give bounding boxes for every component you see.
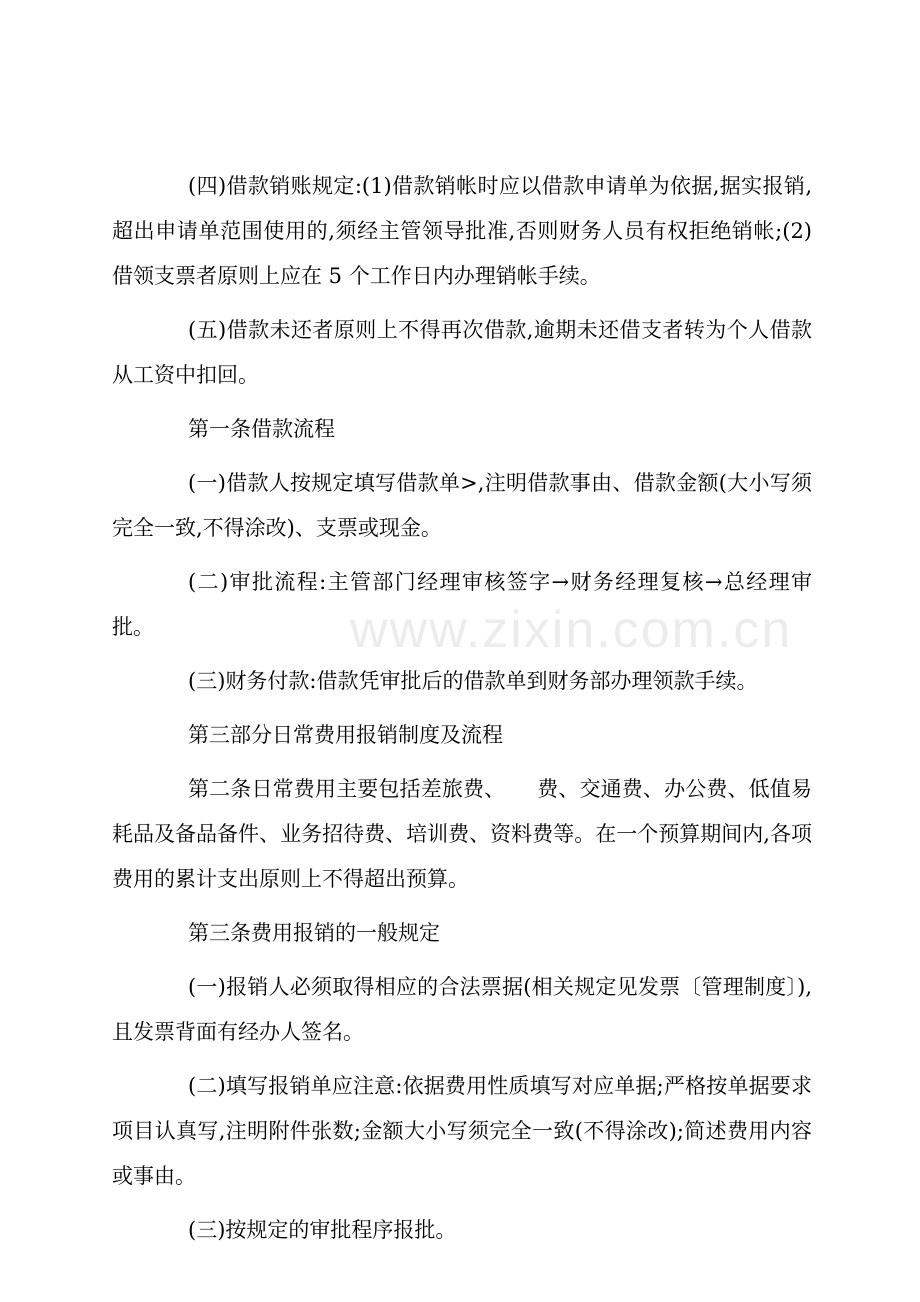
paragraph-finance-payment: (三)财务付款:借款凭审批后的借款单到财务部办理领款手续。 <box>188 669 758 693</box>
paragraph-loan-writeoff-rules: (四)借款销账规定:(1)借款销帐时应以借款申请单为依据,据实报销,超出申请单范围使用的,须经主管领导批准,否则财务人员有权拒绝销帐;(2)借领支票者原则上应在 5 个工作日内办理销帐手续。 <box>112 174 812 288</box>
heading-article-3-general-rules: 第三条费用报销的一般规定 <box>188 921 440 945</box>
document-body <box>112 164 812 1262</box>
paragraph-article-2-daily-expenses: 第二条日常费用主要包括差旅费、 费、交通费、办公费、低值易耗品及备品备件、业务招待费、培训费、资料费等。在一个预算期间内,各项费用的累计支出原则上不得超出预算。 <box>112 777 812 891</box>
heading-part-3-expense-reimbursement: 第三部分日常费用报销制度及流程 <box>188 723 503 747</box>
paragraph-approval-process: (二)审批流程:主管部门经理审核签字→财务经理复核→总经理审批。 <box>112 570 812 639</box>
paragraph-approval-procedure: (三)按规定的审批程序报批。 <box>188 1218 457 1242</box>
watermark: www.zixin.com.cn <box>350 601 793 659</box>
paragraph-loan-application: (一)借款人按规定填写借款单>,注明借款事由、借款金额(大小写须完全一致,不得涂改)、支票或现金。 <box>112 471 812 540</box>
heading-article-1-loan-process: 第一条借款流程 <box>188 417 335 441</box>
paragraph-unpaid-loan-rule: (五)借款未还者原则上不得再次借款,逾期未还借支者转为个人借款从工资中扣回。 <box>112 318 812 387</box>
paragraph-reimbursement-form-notes: (二)填写报销单应注意:依据费用性质填写对应单据;严格按单据要求项目认真写,注明附件张数;金额大小写须完全一致(不得涂改);简述费用内容或事由。 <box>112 1074 812 1188</box>
paragraph-legal-invoices: (一)报销人必须取得相应的合法票据(相关规定见发票〔管理制度〕),且发票背面有经办人签名。 <box>112 975 812 1044</box>
